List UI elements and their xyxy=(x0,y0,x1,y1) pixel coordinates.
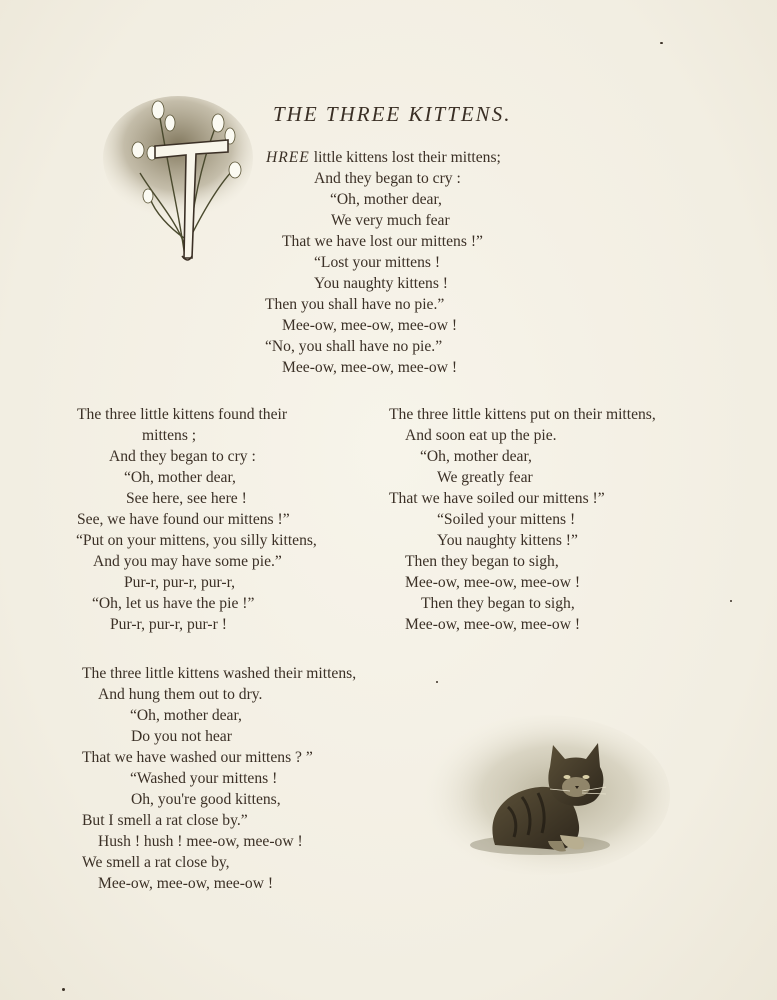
stanza2-line: “Oh, let us have the pie !” xyxy=(92,595,255,612)
stanza3-line: That we have soiled our mittens !” xyxy=(389,490,605,507)
stanza1-line: You naughty kittens ! xyxy=(314,275,449,292)
paper-speck xyxy=(660,42,663,44)
stanza3-line: We greatly fear xyxy=(437,469,533,486)
stanza3-line: Mee-ow, mee-ow, mee-ow ! xyxy=(405,574,581,591)
stanza3-line: You naughty kittens !” xyxy=(437,532,578,549)
stanza1-line: That we have lost our mittens !” xyxy=(282,233,483,250)
stanza4-line: But I smell a rat close by.” xyxy=(82,812,248,829)
stanza4-line: Mee-ow, mee-ow, mee-ow ! xyxy=(98,875,274,892)
stanza1-line: We very much fear xyxy=(331,212,450,229)
stanza2-line: And you may have some pie.” xyxy=(93,553,282,570)
stanza1-line: “No, you shall have no pie.” xyxy=(265,338,443,355)
stanza4-line: Oh, you're good kittens, xyxy=(131,791,281,808)
stanza2-line: See here, see here ! xyxy=(126,490,247,507)
stanza2-line: mittens ; xyxy=(142,427,197,444)
stanza4-line: The three little kittens washed their mittens, xyxy=(82,665,357,682)
stanza2-line: And they began to cry : xyxy=(109,448,256,465)
stanza4-line: “Washed your mittens ! xyxy=(130,770,278,787)
page-title: THE THREE KITTENS. xyxy=(273,102,512,126)
stanza1-line: Mee-ow, mee-ow, mee-ow ! xyxy=(282,317,458,334)
stanza4-line: That we have washed our mittens ? ” xyxy=(82,749,313,766)
stanza2-line: The three little kittens found their xyxy=(77,406,288,423)
stanza3-line: Mee-ow, mee-ow, mee-ow ! xyxy=(405,616,581,633)
stanza3-line: “Soiled your mittens ! xyxy=(437,511,576,528)
stanza3-line: “Oh, mother dear, xyxy=(420,448,532,465)
kitten-illustration xyxy=(410,695,670,880)
stanza1-line: And they began to cry : xyxy=(314,170,461,187)
stanza4-line: “Oh, mother dear, xyxy=(130,707,242,724)
stanza3-line: Then they began to sigh, xyxy=(421,595,575,612)
paper-speck xyxy=(62,988,65,991)
stanza2-line: “Oh, mother dear, xyxy=(124,469,236,486)
stanza1-first-word: HREE xyxy=(266,149,310,166)
stanza2-line: Pur-r, pur-r, pur-r ! xyxy=(110,616,227,633)
stanza2-line: Pur-r, pur-r, pur-r, xyxy=(124,574,236,591)
paper-speck xyxy=(730,600,732,602)
stanza3-line: Then they began to sigh, xyxy=(405,553,559,570)
stanza3-line: And soon eat up the pie. xyxy=(405,427,557,444)
stanza1-line: Then you shall have no pie.” xyxy=(265,296,445,313)
stanza2-line: See, we have found our mittens !” xyxy=(77,511,290,528)
stanza4-line: We smell a rat close by, xyxy=(82,854,230,871)
stanza4-line: Do you not hear xyxy=(131,728,232,745)
stanza3-line: The three little kittens put on their mittens, xyxy=(389,406,656,423)
stanza2-line: “Put on your mittens, you silly kittens, xyxy=(76,532,317,549)
paper-speck xyxy=(436,681,438,683)
snowdrop-initial-t-illustration xyxy=(100,88,260,268)
stanza4-line: And hung them out to dry. xyxy=(98,686,263,703)
stanza1-line: “Lost your mittens ! xyxy=(314,254,441,271)
stanza1-line: Mee-ow, mee-ow, mee-ow ! xyxy=(282,359,458,376)
stanza1-first-rest: little kittens lost their mittens; xyxy=(309,149,501,166)
stanza1-line-0 xyxy=(266,147,501,168)
stanza1-line: “Oh, mother dear, xyxy=(330,191,442,208)
stanza4-line: Hush ! hush ! mee-ow, mee-ow ! xyxy=(98,833,303,850)
